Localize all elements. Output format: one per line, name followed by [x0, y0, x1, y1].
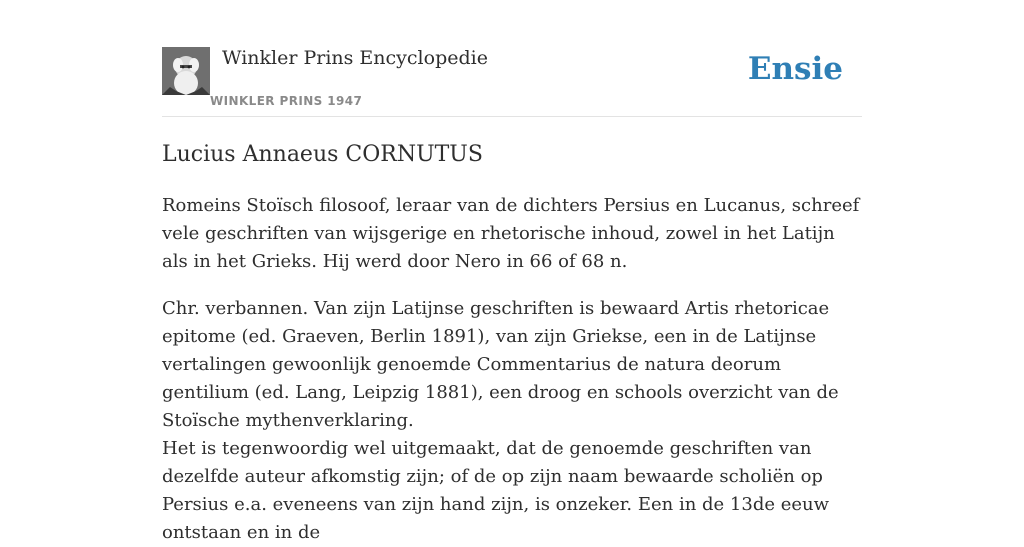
article-paragraph: Chr. verbannen. Van zijn Latijnse geschriften is bewaard Artis rhetoricae epitome (ed. Graeven, Berlin 1891), van zijn Griekse, een in de Latijnse vertalingen gewoonlijk genoemde Commentarius de natura deorum gentilium (ed. Lang, Leipzig 1881), een droog en schools overzicht van de Stoïsche mythenverklaring.: [162, 298, 839, 431]
brand-logo[interactable]: Ensie: [747, 51, 843, 87]
site-header: [162, 0, 862, 117]
portrait-avatar-icon[interactable]: [162, 47, 210, 95]
page: [162, 0, 862, 543]
site-name[interactable]: Winkler Prins Encyclopedie: [222, 47, 488, 69]
collection-label[interactable]: WINKLER PRINS 1947: [210, 94, 363, 108]
article-paragraph: Romeins Stoïsch filosoof, leraar van de dichters Persius en Lucanus, schreef vele geschriften van wijsgerige en rhetorische inhoud, zowel in het Latijn als in het Grieks. Hij werd door Nero in 66 of 68 n.: [162, 195, 860, 272]
article-paragraph: Het is tegenwoordig wel uitgemaakt, dat de genoemde geschriften van dezelfde auteur afkomstig zijn; of de op zijn naam bewaarde scholiën op Persius e.a. eveneens van zijn hand zijn, is onzeker. Een in de 13de eeuw ontstaan en in de: [162, 438, 830, 543]
article-title: Lucius Annaeus CORNUTUS: [162, 142, 483, 167]
